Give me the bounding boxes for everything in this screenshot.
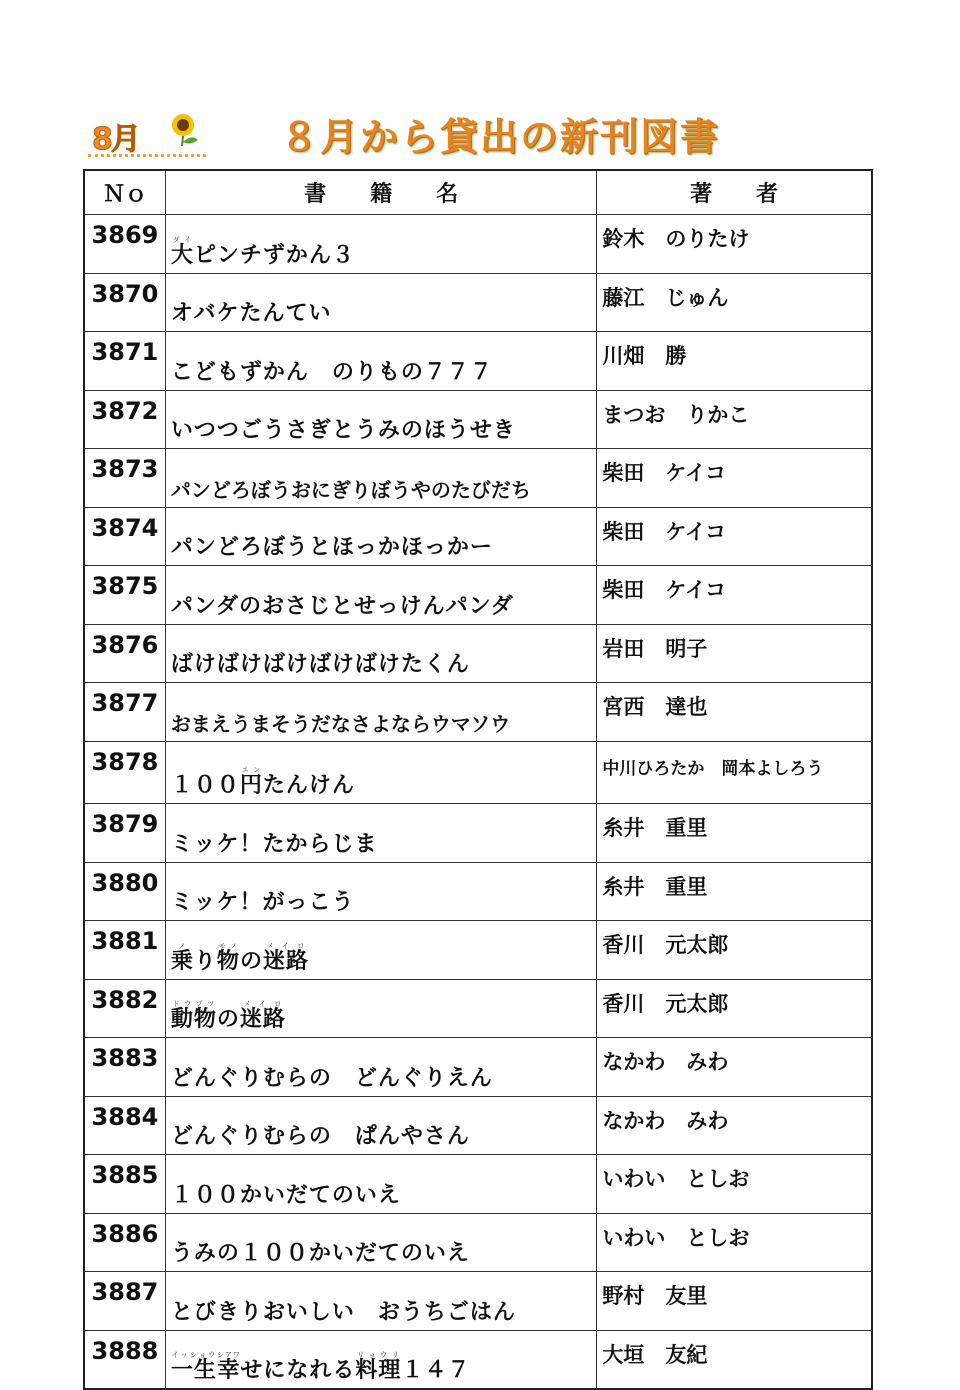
book-number: 3884 xyxy=(84,1096,165,1155)
header-author: 著 者 xyxy=(597,170,872,215)
book-title xyxy=(165,1213,596,1272)
title-segment: 幸 xyxy=(216,1358,241,1383)
book-title xyxy=(165,1096,596,1155)
ruby-segment xyxy=(355,1351,402,1383)
ruby-segment xyxy=(170,941,194,974)
sunflower-icon xyxy=(166,112,200,146)
book-number: 3886 xyxy=(84,1213,165,1272)
book-author: 柴田 ケイコ xyxy=(597,566,872,625)
book-number: 3871 xyxy=(84,332,165,391)
table-header-row xyxy=(84,170,872,215)
book-author: なかわ みわ xyxy=(597,1096,872,1155)
title-segment: パンダのおさじとせっけんパンダ xyxy=(170,593,514,619)
book-author: 藤江 じゅん xyxy=(597,273,872,332)
ruby-segment xyxy=(170,1000,217,1032)
title-segment: ミッケ！がっこう xyxy=(170,890,355,915)
book-number: 3880 xyxy=(84,862,165,921)
title-segment: うみの１００かいだてのいえ xyxy=(170,1241,470,1266)
book-author: 柴田 ケイコ xyxy=(597,449,872,508)
book-title xyxy=(165,332,596,391)
book-number: 3869 xyxy=(84,215,165,274)
ruby-segment xyxy=(216,941,240,974)
table-row xyxy=(84,683,872,742)
book-title xyxy=(165,273,596,332)
table-row xyxy=(84,449,872,508)
furigana: イッショウ xyxy=(170,1351,217,1359)
dotted-divider xyxy=(88,154,206,157)
book-author: 柴田 ケイコ xyxy=(597,507,872,566)
title-segment: おまえうまそうだなさよならウマソウ xyxy=(170,711,511,736)
table-row xyxy=(84,804,872,863)
furigana: メイロ xyxy=(239,1000,286,1008)
book-number: 3878 xyxy=(84,741,165,804)
title-segment: の xyxy=(216,1007,240,1032)
title-segment: り xyxy=(193,948,217,974)
book-number: 3887 xyxy=(84,1272,165,1331)
title-segment: 動物 xyxy=(170,1007,217,1032)
book-title xyxy=(165,449,596,508)
month-logo xyxy=(88,112,208,162)
title-segment: ピンチずかん３ xyxy=(193,242,355,268)
book-title xyxy=(165,390,596,449)
book-number: 3883 xyxy=(84,1038,165,1097)
book-title xyxy=(165,507,596,566)
title-segment: こどもずかん のりもの７７７ xyxy=(170,359,493,385)
table-row xyxy=(84,1038,872,1097)
book-number: 3870 xyxy=(84,273,165,332)
book-author: 大垣 友紀 xyxy=(597,1330,872,1389)
title-segment: 一生 xyxy=(170,1358,217,1383)
title-segment: 迷路 xyxy=(239,1007,286,1032)
table-row xyxy=(84,332,872,391)
title-segment: どんぐりむらの どんぐりえん xyxy=(170,1065,493,1091)
book-title xyxy=(165,862,596,921)
furigana: ダイ xyxy=(170,235,194,244)
book-title xyxy=(165,624,596,683)
book-title xyxy=(165,1038,596,1097)
title-segment: の xyxy=(239,948,263,974)
book-author: 岩田 明子 xyxy=(597,624,872,683)
table-row xyxy=(84,273,872,332)
title-segment: たんけん xyxy=(262,773,355,798)
book-author: 糸井 重里 xyxy=(597,804,872,863)
title-segment: 迷路 xyxy=(262,948,309,974)
title-segment: ばけばけばけばけばけたくん xyxy=(170,652,470,677)
table-row xyxy=(84,624,872,683)
table-row xyxy=(84,1272,872,1331)
ruby-segment xyxy=(170,1351,217,1383)
table-row xyxy=(84,741,872,804)
book-title xyxy=(165,804,596,863)
ruby-segment xyxy=(216,1351,241,1383)
book-author: 香川 元太郎 xyxy=(597,921,872,980)
table-row xyxy=(84,215,872,274)
title-segment: １００かいだてのいえ xyxy=(170,1182,401,1208)
title-segment: パンどろぼうとほっかほっかー xyxy=(170,535,493,560)
title-segment: オバケたんてい xyxy=(170,301,332,326)
book-number: 3872 xyxy=(84,390,165,449)
book-title xyxy=(165,1155,596,1214)
book-number: 3874 xyxy=(84,507,165,566)
book-title xyxy=(165,215,596,274)
book-number: 3875 xyxy=(84,566,165,625)
book-title xyxy=(165,921,596,980)
furigana: モノ xyxy=(216,941,240,950)
book-number: 3888 xyxy=(84,1330,165,1389)
header-no: Ｎｏ xyxy=(84,170,165,215)
book-author: なかわ みわ xyxy=(597,1038,872,1097)
month-logo-text: 8月 xyxy=(92,122,139,157)
table-row xyxy=(84,1155,872,1214)
table-row xyxy=(84,390,872,449)
book-number: 3876 xyxy=(84,624,165,683)
title-segment: 物 xyxy=(216,948,240,974)
furigana: ノ xyxy=(170,941,194,950)
header-title: 書 籍 名 xyxy=(165,170,596,215)
table-row xyxy=(84,1330,872,1389)
title-segment: どんぐりむらの ぱんやさん xyxy=(170,1124,470,1149)
book-title xyxy=(165,683,596,742)
title-segment: 大 xyxy=(170,242,194,268)
book-author: 鈴木 のりたけ xyxy=(597,215,872,274)
furigana: ドウブツ xyxy=(170,1000,217,1008)
table-row xyxy=(84,566,872,625)
title-segment: 円 xyxy=(239,773,263,798)
ruby-segment xyxy=(239,1000,286,1032)
furigana: シアワ xyxy=(216,1351,241,1359)
book-title xyxy=(165,566,596,625)
ruby-segment xyxy=(262,941,309,974)
table-row xyxy=(84,979,872,1038)
book-author: まつお りかこ xyxy=(597,390,872,449)
book-title xyxy=(165,741,596,804)
book-number: 3877 xyxy=(84,683,165,742)
book-author: 野村 友里 xyxy=(597,1272,872,1331)
book-author: いわい としお xyxy=(597,1213,872,1272)
table-row xyxy=(84,921,872,980)
book-author: 宮西 達也 xyxy=(597,683,872,742)
book-author: いわい としお xyxy=(597,1155,872,1214)
ruby-segment xyxy=(239,766,263,798)
title-segment: 料理 xyxy=(355,1358,402,1383)
page-title: ８月から貸出の新刊図書 xyxy=(280,115,721,159)
title-segment: せになれる xyxy=(240,1358,356,1383)
ruby-segment xyxy=(170,235,194,268)
book-title xyxy=(165,1330,596,1389)
book-author: 川畑 勝 xyxy=(597,332,872,391)
title-segment: ミッケ！たからじま xyxy=(170,831,378,857)
table-row xyxy=(84,1213,872,1272)
book-author: 糸井 重里 xyxy=(597,862,872,921)
furigana: エン xyxy=(239,766,263,774)
book-number: 3885 xyxy=(84,1155,165,1214)
title-segment: 乗 xyxy=(170,948,194,974)
title-segment: パンどろぼうおにぎりぼうやのたびだち xyxy=(170,477,531,502)
book-number: 3873 xyxy=(84,449,165,508)
book-author: 中川ひろたか 岡本よしろう xyxy=(597,741,872,804)
furigana: メイロ xyxy=(262,941,309,950)
title-segment: １４７ xyxy=(401,1358,471,1383)
book-title xyxy=(165,979,596,1038)
title-segment: １００ xyxy=(170,773,240,798)
table-row xyxy=(84,1096,872,1155)
furigana: リョウリ xyxy=(355,1351,402,1359)
book-author: 香川 元太郎 xyxy=(597,979,872,1038)
book-number: 3879 xyxy=(84,804,165,863)
book-number: 3882 xyxy=(84,979,165,1038)
book-number: 3881 xyxy=(84,921,165,980)
title-segment: とびきりおいしい おうちごはん xyxy=(170,1299,516,1325)
title-segment: いつつごうさぎとうみのほうせき xyxy=(170,418,516,443)
book-title xyxy=(165,1272,596,1331)
table-row xyxy=(84,507,872,566)
new-books-table xyxy=(83,169,873,1390)
table-row xyxy=(84,862,872,921)
